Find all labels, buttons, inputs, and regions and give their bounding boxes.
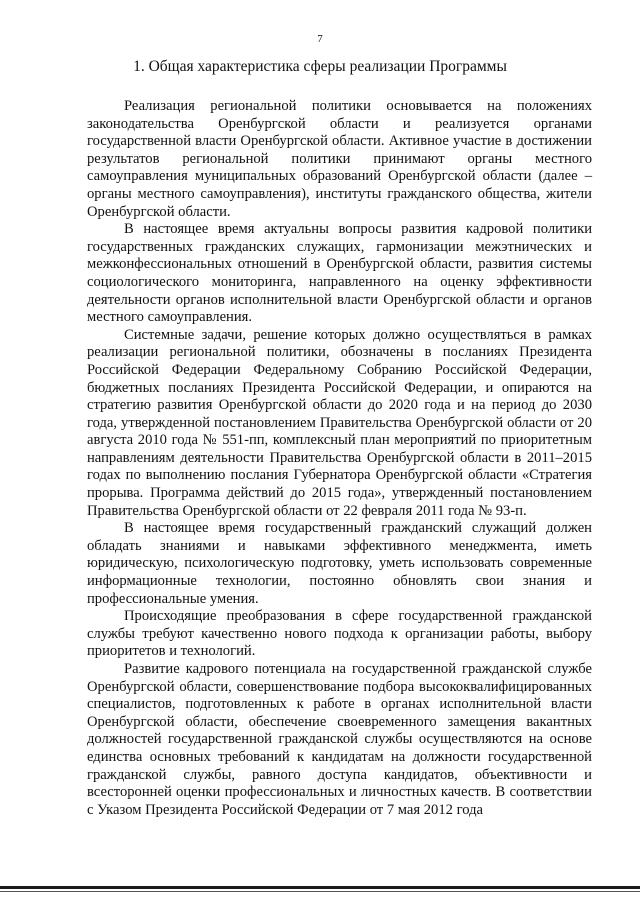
paragraph-2: В настоящее время актуальны вопросы развития кадровой политики государственных гражданских служащих, гармонизации межэтнических и межконфессиональных отношений в Оренбургской области, развития системы социологического мониторинга, направленного на оценку эффективности деятельности органов исполнительной власти Оренбургской области и органов местного самоуправления. <box>87 221 592 326</box>
page-number: 7 <box>317 33 323 45</box>
footer-rule <box>0 886 640 889</box>
paragraph-6: Развитие кадрового потенциала на государственной гражданской службе Оренбургской области, совершенствование подбора высококвалифицированных специалистов, подготовленных к работе в органах исполнительной власти Оренбургской области, обеспечение своевременного замещения вакантных должностей государственной гражданской службы осуществляются на основе единства основных требований к кандидатам на должности государственной гражданской службы, равного доступа кандидатов, объективности и всесторонней оценки профессиональных и личностных качеств. В соответствии с Указом Президента Российской Федерации от 7 мая 2012 года <box>87 661 592 818</box>
section-title: 1. Общая характеристика сферы реализации Программы <box>133 58 507 75</box>
footer-rule-thin <box>0 891 640 892</box>
paragraph-5: Происходящие преобразования в сфере государственной гражданской службы требуют качественно нового подхода к организации работы, выбору приоритетов и технологий. <box>87 608 592 660</box>
body-text <box>87 98 592 819</box>
paragraph-1: Реализация региональной политики основывается на положениях законодательства Оренбургской области и реализуется органами государственной власти Оренбургской области. Активное участие в достижении результатов региональной политики принимают органы местного самоуправления муниципальных образований Оренбургской области (далее – органы местного самоуправления), институты гражданского общества, жители Оренбургской области. <box>87 98 592 220</box>
paragraph-3: Системные задачи, решение которых должно осуществляться в рамках реализации региональной политики, обозначены в посланиях Президента Российской Федерации Федеральному Собранию Российской Федерации, бюджетных посланиях Президента Российской Федерации, и опираются на стратегию развития Оренбургской области до 2020 года и на период до 2030 года, утвержденной постановлением Правительства Оренбургской области от 20 августа 2010 года № 551-пп, комплексный план мероприятий по приоритетным направлениям деятельности Правительства Оренбургской области в 2011–2015 годах по выполнению послания Губернатора Оренбургской области «Стратегия прорыва. Программа действий до 2015 года», утвержденный постановлением Правительства Оренбургской области от 22 февраля 2011 года № 93-п. <box>87 326 592 519</box>
paragraph-4: В настоящее время государственный гражданский служащий должен обладать знаниями и навыками эффективного менеджмента, иметь юридическую, психологическую подготовку, уметь использовать современные информационные технологии, постоянно обновлять свои знания и профессиональные умения. <box>87 520 592 607</box>
